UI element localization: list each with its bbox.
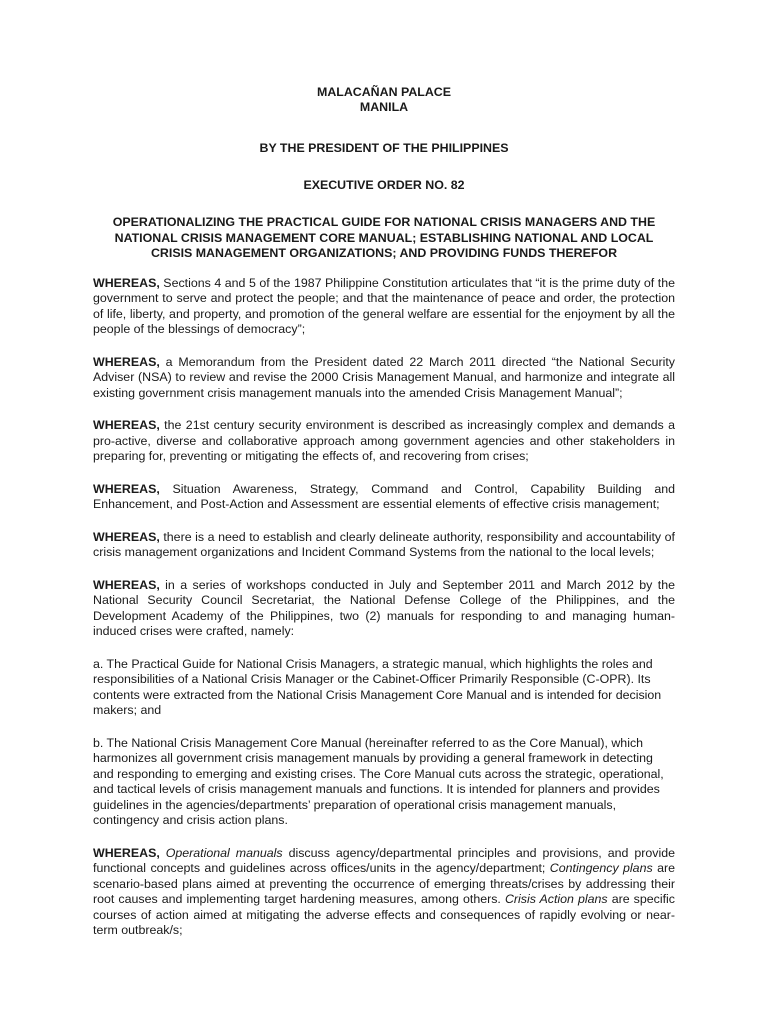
header-palace: MALACAÑAN PALACE bbox=[317, 85, 451, 99]
paragraph-text: Sections 4 and 5 of the 1987 Philippine Constitution articulates that “it is the prime duty of the government to serve and protect the people; and that the maintenance of peace and order, the protection of life, liberty, and property, and promotion of the general welfare are essential for the enjoyment by all the people of the blessings of democracy”; bbox=[93, 275, 675, 336]
executive-order-title: OPERATIONALIZING THE PRACTICAL GUIDE FOR NATIONAL CRISIS MANAGERS AND THE NATIONAL CRISIS MANAGEMENT CORE MANUAL; ESTABLISHING NATIONAL AND LOCAL CRISIS MANAGEMENT ORGANIZATIONS; AND PROVIDING FUNDS THEREFOR bbox=[112, 215, 656, 260]
paragraph-text: there is a need to establish and clearly delineate authority, responsibility and accountability of crisis management organizations and Incident Command Systems from the national to the local levels; bbox=[93, 529, 675, 559]
paragraph-text: Situation Awareness, Strategy, Command and Control, Capability Building and Enhancement, and Post-Action and Assessment are essential elements of effective crisis management; bbox=[93, 481, 675, 511]
document-page bbox=[93, 85, 675, 939]
whereas-paragraph-1 bbox=[93, 276, 675, 338]
italic-term: Operational manuals bbox=[165, 845, 283, 860]
paragraph-text: discuss agency/departmental principles and provisions, and provide functional concepts and guidelines across offices/units in the agency/department; bbox=[93, 845, 675, 875]
whereas-lead: WHEREAS, bbox=[93, 529, 160, 544]
whereas-lead: WHEREAS, bbox=[93, 354, 160, 369]
whereas-paragraph-3 bbox=[93, 418, 675, 465]
whereas-lead: WHEREAS, bbox=[93, 481, 160, 496]
whereas-paragraph-2 bbox=[93, 355, 675, 402]
paragraph-text: a Memorandum from the President dated 22 March 2011 directed “the National Security Adviser (NSA) to review and revise the 2000 Crisis Management Manual, and harmonize and integrate all existing government crisis management manuals into the amended Crisis Management Manual”; bbox=[93, 354, 675, 400]
paragraph-text: in a series of workshops conducted in July and September 2011 and March 2012 by the National Security Council Secretariat, the National Defense College of the Philippines, and the Development Academy of the Philippines, two (2) manuals for responding to and managing human-induced crises were crafted, namely: bbox=[93, 577, 675, 638]
paragraph-text: are scenario-based plans aimed at preventing the occurrence of emerging threats/crises by addressing their root causes and implementing target hardening measures, among others. bbox=[93, 861, 675, 906]
whereas-lead: WHEREAS, bbox=[93, 577, 160, 592]
whereas-paragraph-7 bbox=[93, 846, 675, 939]
executive-order-number: EXECUTIVE ORDER NO. 82 bbox=[303, 178, 465, 192]
paragraph-text: a. The Practical Guide for National Crisis Managers, a strategic manual, which highlights the roles and responsibilities of a National Crisis Manager or the Cabinet-Officer Primarily Responsible (C-OPR). Its contents were extracted from the National Crisis Management Core Manual and is intended for decision makers; and bbox=[93, 656, 662, 717]
document-header bbox=[93, 85, 675, 115]
italic-term: Contingency plans bbox=[549, 861, 653, 875]
paragraph-text: b. The National Crisis Management Core Manual (hereinafter referred to as the Core Manual), which harmonizes all government crisis management manuals by providing a general framework in detecting and responding to emerging and existing crises. The Core Manual cuts across the strategic, operational, and tactical levels of crisis management manuals and functions. It is intended for planners and provides guidelines in the agencies/departments’ preparation of operational crisis management manuals, contingency and crisis action plans. bbox=[93, 735, 664, 827]
header-city: MANILA bbox=[359, 100, 409, 114]
whereas-paragraph-4 bbox=[93, 482, 675, 513]
italic-term: Crisis Action plans bbox=[504, 892, 608, 906]
whereas-lead: WHEREAS, bbox=[93, 418, 160, 432]
whereas-paragraph-6 bbox=[93, 578, 675, 640]
manual-item-b bbox=[93, 736, 675, 829]
whereas-paragraph-5 bbox=[93, 530, 675, 561]
manual-item-a bbox=[93, 657, 675, 719]
whereas-lead: WHEREAS, bbox=[93, 275, 160, 290]
paragraph-text: the 21st century security environment is described as increasingly complex and demands a pro-active, diverse and collaborative approach among government agencies and other stakeholders in preparing for, preventing or mitigating the effects of, and recovering from crises; bbox=[93, 418, 675, 463]
whereas-lead: WHEREAS, bbox=[93, 845, 160, 860]
paragraph-text: are specific courses of action aimed at mitigating the adverse effects and consequences of rapidly evolving or near-term outbreak/s; bbox=[93, 892, 675, 937]
by-the-president-line: BY THE PRESIDENT OF THE PHILIPPINES bbox=[259, 141, 509, 155]
